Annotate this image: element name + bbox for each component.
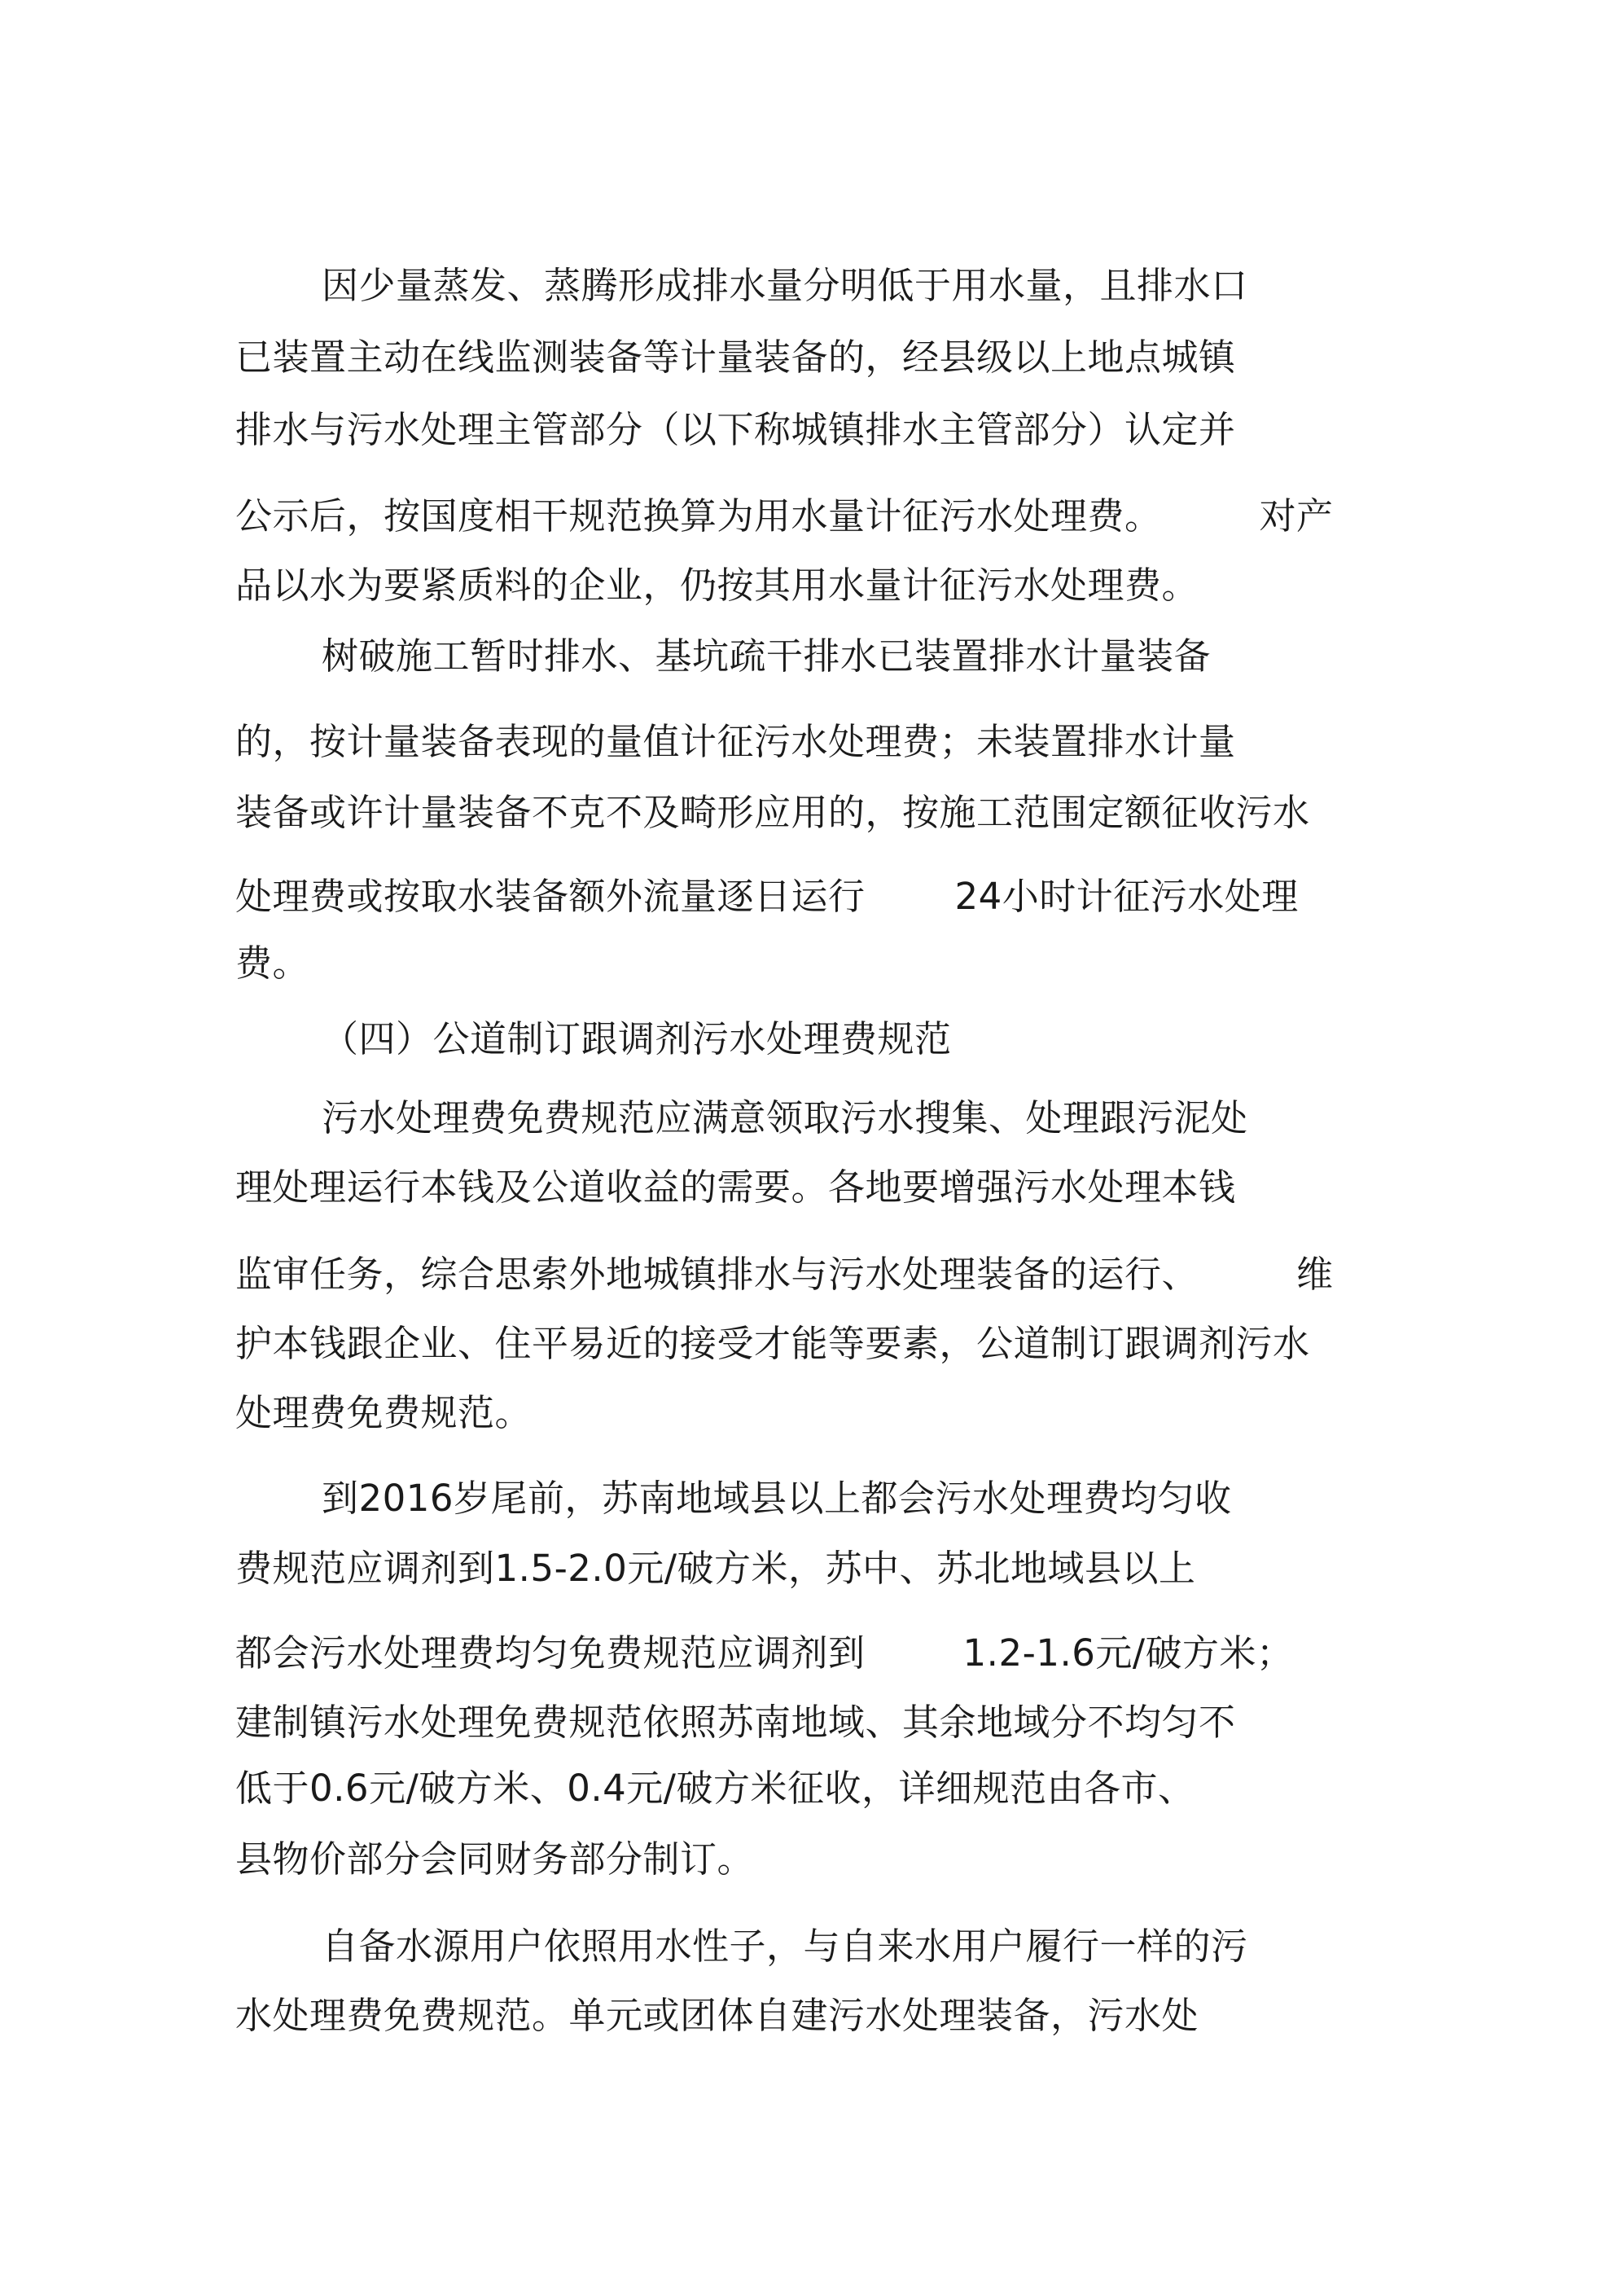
text-line bbox=[322, 1922, 1248, 1971]
text-line bbox=[235, 788, 1310, 837]
line-text: 处理费免费规范。 bbox=[235, 1391, 533, 1434]
text-line bbox=[235, 492, 1334, 541]
text-line bbox=[235, 333, 1236, 382]
text-line bbox=[322, 261, 1248, 310]
line-text: 品以水为要紧质料的企业，仍按其用水量计征污水处理费。 bbox=[235, 564, 1199, 607]
text-line bbox=[235, 872, 1299, 921]
text-line bbox=[235, 939, 309, 988]
line-text: 公示后，按国度相干规范换算为用水量计征污水处理费。 bbox=[235, 494, 1162, 538]
text-line bbox=[322, 632, 1211, 681]
line-text-tail: 维 bbox=[1296, 1253, 1334, 1296]
text-line bbox=[235, 561, 1199, 610]
line-text: 水处理费免费规范。单元或团体自建污水处理装备，污水处 bbox=[235, 1994, 1199, 2037]
section-heading bbox=[322, 1015, 952, 1064]
line-text: 自备水源用户依照用水性子，与自来水用户履行一样的污 bbox=[322, 1925, 1248, 1968]
text-line bbox=[235, 1250, 1334, 1299]
text-line bbox=[322, 1094, 1248, 1143]
text-line bbox=[235, 718, 1236, 766]
text-line bbox=[235, 1991, 1199, 2040]
line-text: 排水与污水处理主管部分（以下称城镇排水主管部分）认定并 bbox=[235, 408, 1236, 451]
line-text: 监审任务，综合思索外地城镇排水与污水处理装备的运行、 bbox=[235, 1253, 1199, 1296]
line-text: 建制镇污水处理免费规范依照苏南地域、其余地域分不均匀不 bbox=[235, 1701, 1236, 1744]
line-text: 到2016岁尾前，苏南地域县以上都会污水处理费均匀收 bbox=[322, 1477, 1232, 1520]
line-text: 费规范应调剂到1.5-2.0元/破方米，苏中、苏北地域县以上 bbox=[235, 1547, 1196, 1590]
line-text: 的，按计量装备表现的量值计征污水处理费；未装置排水计量 bbox=[235, 720, 1236, 763]
line-text: 污水处理费免费规范应满意领取污水搜集、处理跟污泥处 bbox=[322, 1096, 1248, 1139]
line-text: （四）公道制订跟调剂污水处理费规范 bbox=[322, 1017, 952, 1060]
line-text-tail: 24小时计征污水处理 bbox=[954, 875, 1299, 918]
text-line bbox=[235, 1544, 1196, 1593]
text-line bbox=[235, 1319, 1310, 1368]
text-line bbox=[235, 1698, 1236, 1747]
text-line bbox=[235, 1629, 1294, 1678]
line-text: 都会污水处理费均匀免费规范应调剂到 bbox=[235, 1631, 866, 1675]
text-line bbox=[235, 1163, 1236, 1212]
line-text: 低于0.6元/破方米、0.4元/破方米征收，详细规范由各市、 bbox=[235, 1767, 1195, 1810]
line-text: 装备或许计量装备不克不及畸形应用的，按施工范围定额征收污水 bbox=[235, 791, 1310, 834]
line-text: 县物价部分会同财务部分制订。 bbox=[235, 1837, 755, 1881]
line-text-tail: 1.2-1.6元/破方米； bbox=[962, 1631, 1294, 1675]
line-text: 因少量蒸发、蒸腾形成排水量分明低于用水量，且排水口 bbox=[322, 264, 1248, 307]
text-line bbox=[235, 1764, 1195, 1813]
line-text: 树破施工暂时排水、基坑疏干排水已装置排水计量装备 bbox=[322, 634, 1212, 678]
line-text: 处理费或按取水装备额外流量逐日运行 bbox=[235, 875, 866, 918]
line-text: 护本钱跟企业、住平易近的接受才能等要素，公道制订跟调剂污水 bbox=[235, 1322, 1310, 1365]
text-line bbox=[235, 1835, 754, 1884]
text-line bbox=[235, 1389, 532, 1438]
line-text: 已装置主动在线监测装备等计量装备的，经县级以上地点城镇 bbox=[235, 336, 1236, 379]
line-text: 费。 bbox=[235, 942, 310, 985]
text-line bbox=[322, 1474, 1232, 1523]
text-line bbox=[235, 406, 1236, 454]
line-text: 理处理运行本钱及公道收益的需要。各地要增强污水处理本钱 bbox=[235, 1166, 1236, 1209]
line-text-tail: 对产 bbox=[1259, 494, 1334, 538]
